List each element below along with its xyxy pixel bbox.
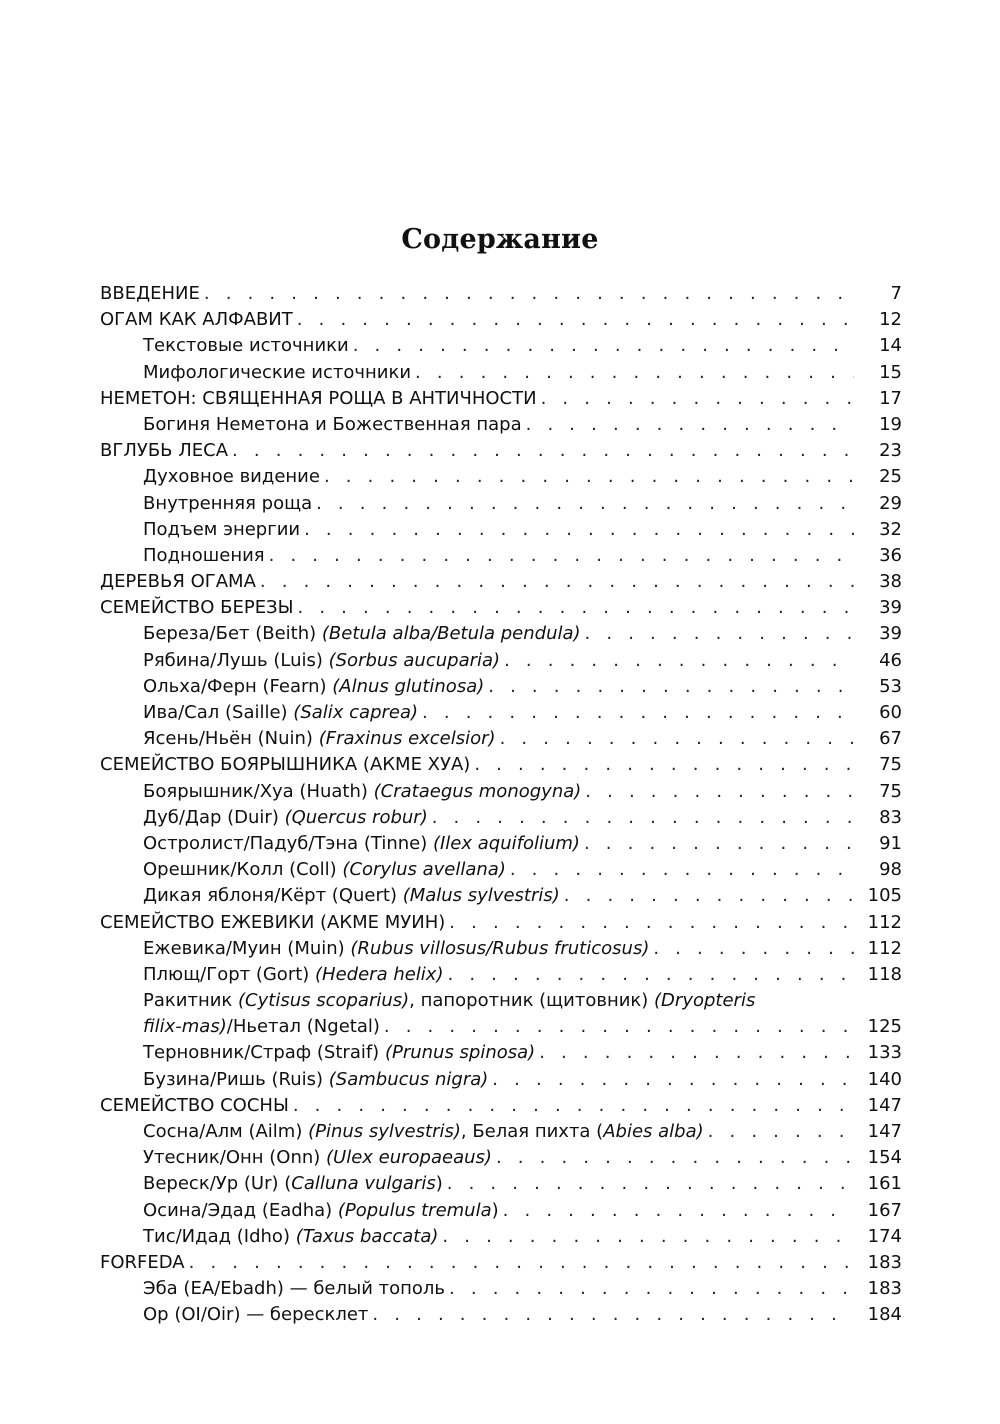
entry-text: СЕМЕЙСТВО ЕЖЕВИКИ (АКМЕ МУИН): [100, 911, 446, 933]
toc-section-entry: [100, 883, 902, 909]
toc-section-entry: [100, 1067, 902, 1093]
entry-text: СЕМЕЙСТВО СОСНЫ: [100, 1094, 289, 1116]
toc-section-entry: [100, 333, 902, 359]
dot-leader: [584, 831, 854, 857]
page-number: 167: [867, 1199, 902, 1221]
page-number: 38: [879, 571, 902, 593]
entry-text: ВГЛУБЬ ЛЕСА: [100, 440, 229, 462]
toc-section-entry: [100, 1145, 902, 1171]
dot-leader: [204, 281, 854, 307]
dot-leader: [384, 1014, 854, 1040]
latin-name: (Dryopteris: [654, 990, 756, 1012]
entry-text: Утесник/Онн (Onn): [143, 1147, 327, 1169]
toc-entry-title: [143, 805, 432, 831]
toc-chapter-entry: [100, 281, 902, 307]
toc-section-entry: [100, 1014, 902, 1040]
toc-entry-title: [100, 307, 297, 333]
entry-text: Боярышник/Хуа (Huath): [143, 780, 374, 802]
toc-entry-title: [143, 1119, 708, 1145]
toc-section-entry: [100, 648, 902, 674]
toc-section-entry: [100, 464, 902, 490]
toc-entry-title: [143, 543, 269, 569]
page-number: 147: [867, 1094, 902, 1116]
entry-text: Терновник/Страф (Straif): [143, 1042, 385, 1064]
toc-entry-title: [143, 491, 316, 517]
latin-name: (Prunus spinosa): [384, 1042, 536, 1064]
toc-section-entry: [100, 962, 902, 988]
page-number: 23: [879, 440, 902, 462]
entry-text: Осина/Эдад (Eadha): [143, 1199, 338, 1221]
latin-name: (Rubus villosus/Rubus fruticosus): [350, 937, 650, 959]
page-number: 53: [879, 675, 902, 697]
page-number: 67: [879, 728, 902, 750]
entry-text: Дуб/Дар (Duir): [143, 806, 285, 828]
entry-text: Рябина/Лушь (Luis): [143, 649, 329, 671]
page-number: 19: [879, 413, 902, 435]
page-number: 7: [890, 283, 902, 304]
page-number: 174: [867, 1225, 902, 1247]
toc-entry-title: [143, 988, 755, 1014]
toc-entry-title: [100, 569, 260, 595]
dot-leader: [432, 805, 854, 831]
dot-leader: [293, 1093, 854, 1119]
page-number: 75: [879, 754, 902, 776]
page-number: 105: [867, 885, 902, 907]
entry-text: Ежевика/Муин (Muin): [143, 937, 351, 959]
latin-name: (Taxus baccata): [295, 1225, 439, 1247]
page-number: 12: [879, 309, 902, 331]
toc-chapter-entry: [100, 1250, 902, 1276]
page-number: 183: [867, 1251, 902, 1273]
entry-text: ОГАМ КАК АЛФАВИТ: [100, 309, 293, 331]
latin-name: (Salix caprea): [293, 702, 419, 723]
toc-entry-title: [100, 910, 449, 936]
dot-leader: [447, 1171, 854, 1197]
dot-leader: [415, 360, 854, 386]
latin-name: (Sambucus nigra): [328, 1068, 489, 1090]
toc-section-entry: [100, 412, 902, 438]
entry-text: Эба (EA/Ebadh) — белый тополь: [143, 1278, 446, 1300]
toc-entry-title: [143, 779, 585, 805]
toc-section-entry: [100, 779, 902, 805]
entry-text: ВВЕДЕНИЕ: [100, 283, 200, 304]
dot-leader: [492, 1067, 854, 1093]
toc-chapter-entry: [100, 752, 902, 778]
entry-text: Подношения: [143, 544, 265, 566]
latin-name: (Hedera helix): [315, 963, 444, 985]
latin-name: (Betula alba/Betula pendula): [321, 623, 581, 645]
toc-section-entry: [100, 543, 902, 569]
toc-section-entry: [100, 1276, 902, 1302]
toc-section-entry: [100, 360, 902, 386]
toc-entry-title: [143, 1276, 449, 1302]
toc-entry-title: [100, 752, 474, 778]
entry-text: Ольха/Ферн (Fearn): [143, 675, 333, 697]
toc-section-entry: [100, 517, 902, 543]
page-number: 14: [879, 335, 902, 357]
entry-text: , Белая пихта (: [460, 1121, 604, 1142]
toc-entry-title: [143, 412, 526, 438]
latin-name: (Corylus avellana): [342, 859, 506, 881]
dot-leader: [449, 1276, 854, 1302]
toc-entry-title: [143, 621, 585, 647]
dot-leader: [539, 1040, 854, 1066]
entry-text: Богиня Неметона и Божественная пара: [143, 413, 522, 435]
toc-entry-title: [143, 1145, 496, 1171]
page-number: 112: [867, 937, 902, 959]
toc-section-entry: [100, 857, 902, 883]
toc-entry-title: [143, 333, 353, 359]
dot-leader: [189, 1250, 854, 1276]
toc-entry-title: [143, 1302, 372, 1328]
toc-entry-title: [143, 936, 653, 962]
toc-chapter-entry: [100, 910, 902, 936]
entry-text: Ор (OI/Oir) — бересклет: [143, 1304, 369, 1326]
page-number: 46: [879, 649, 902, 671]
dot-leader: [260, 569, 854, 595]
page-number: 15: [879, 361, 902, 383]
toc-section-entry: [100, 936, 902, 962]
entry-text: Плющ/Горт (Gort): [143, 963, 316, 985]
entry-text: ДЕРЕВЬЯ ОГАМА: [100, 571, 256, 593]
page-number: 75: [879, 780, 902, 802]
dot-leader: [526, 412, 854, 438]
dot-leader: [564, 883, 854, 909]
dot-leader: [510, 857, 854, 883]
latin-name: (Alnus glutinosa): [332, 675, 485, 697]
toc-section-entry: [100, 988, 902, 1014]
latin-name: (Sorbus aucuparia): [328, 649, 501, 671]
toc-entry-title: [143, 962, 447, 988]
table-of-contents: [100, 281, 902, 1329]
latin-name: (Cytisus scoparius): [238, 990, 410, 1012]
toc-section-entry: [100, 831, 902, 857]
entry-text: НЕМЕТОН: СВЯЩЕННАЯ РОЩА В АНТИЧНОСТИ: [100, 387, 537, 409]
page-number: 140: [867, 1068, 902, 1090]
entry-text: /Ньетал (Ngetal): [226, 1016, 380, 1038]
dot-leader: [297, 307, 854, 333]
toc-entry-title: [143, 1224, 442, 1250]
page-number: 147: [867, 1121, 902, 1142]
page-number: 154: [867, 1147, 902, 1169]
entry-text: СЕМЕЙСТВО БОЯРЫШНИКА (АКМЕ ХУА): [100, 754, 471, 776]
toc-chapter-entry: [100, 1093, 902, 1119]
dot-leader: [269, 543, 854, 569]
toc-entry-title: [143, 1171, 447, 1197]
dot-leader: [297, 595, 854, 621]
page-number: 183: [867, 1278, 902, 1300]
toc-entry-title: [143, 857, 510, 883]
toc-entry-title: [143, 1040, 539, 1066]
toc-entry-title: [143, 360, 415, 386]
page-number: 133: [867, 1042, 902, 1064]
toc-entry-title: [143, 700, 422, 726]
toc-entry-title: [143, 464, 324, 490]
page-number: 32: [879, 518, 902, 540]
toc-section-entry: [100, 1119, 902, 1145]
toc-section-entry: [100, 1171, 902, 1197]
page-number: 91: [879, 832, 902, 854]
dot-leader: [304, 517, 854, 543]
toc-entry-title: [100, 386, 541, 412]
toc-section-entry: [100, 1040, 902, 1066]
toc-chapter-entry: [100, 438, 902, 464]
dot-leader: [708, 1119, 854, 1145]
entry-text: Внутренняя роща: [143, 492, 313, 514]
entry-text: , папоротник (щитовник): [409, 990, 655, 1012]
dot-leader: [488, 674, 854, 700]
dot-leader: [442, 1224, 854, 1250]
dot-leader: [447, 962, 854, 988]
toc-section-entry: [100, 1198, 902, 1224]
dot-leader: [503, 1198, 854, 1224]
latin-name: Calluna vulgaris: [291, 1173, 436, 1195]
page-number: 161: [867, 1173, 902, 1195]
page-number: 39: [879, 623, 902, 645]
dot-leader: [422, 700, 854, 726]
toc-entry-title: [100, 281, 204, 307]
dot-leader: [541, 386, 854, 412]
dot-leader: [316, 491, 854, 517]
latin-name: (Pinus sylvestris): [308, 1121, 461, 1142]
dot-leader: [474, 752, 854, 778]
entry-text: Духовное видение: [143, 466, 320, 488]
dot-leader: [585, 621, 854, 647]
latin-name: (Populus tremula: [337, 1199, 492, 1221]
toc-section-entry: [100, 700, 902, 726]
page-number: 36: [879, 544, 902, 566]
latin-name: (Crataegus monogyna): [373, 780, 582, 802]
entry-text: Тис/Идад (Idho): [143, 1225, 296, 1247]
page-number: 39: [879, 597, 902, 619]
entry-text: Ракитник: [143, 990, 239, 1012]
entry-text: Орешник/Колл (Coll): [143, 859, 343, 881]
entry-text: Бузина/Ришь (Ruis): [143, 1068, 329, 1090]
entry-text: Мифологические источники: [143, 361, 412, 383]
toc-section-entry: [100, 726, 902, 752]
entry-text: ): [491, 1199, 499, 1221]
latin-name: (Ilex aquifolium): [432, 832, 580, 854]
page-number: 83: [879, 806, 902, 828]
toc-entry-title: [143, 831, 584, 857]
page-number: 98: [879, 859, 902, 881]
entry-text: СЕМЕЙСТВО БЕРЕЗЫ: [100, 597, 294, 619]
entry-text: Ясень/Ньён (Nuin): [143, 728, 319, 750]
entry-text: FORFEDA: [100, 1251, 185, 1273]
entry-text: ): [435, 1173, 443, 1195]
toc-entry-title: [143, 648, 504, 674]
dot-leader: [653, 936, 854, 962]
toc-chapter-entry: [100, 595, 902, 621]
toc-chapter-entry: [100, 307, 902, 333]
latin-name: (Quercus robur): [284, 806, 428, 828]
page-title: Содержание: [401, 224, 599, 256]
toc-section-entry: [100, 491, 902, 517]
dot-leader: [449, 910, 854, 936]
toc-entry-title: [143, 1198, 503, 1224]
dot-leader: [372, 1302, 854, 1328]
dot-leader: [353, 333, 854, 359]
entry-text: Текстовые источники: [143, 335, 349, 357]
toc-entry-title: [143, 1014, 384, 1040]
dot-leader: [232, 438, 854, 464]
entry-text: Береза/Бет (Beith): [143, 623, 322, 645]
dot-leader: [324, 464, 854, 490]
toc-section-entry: [100, 1224, 902, 1250]
toc-chapter-entry: [100, 386, 902, 412]
toc-entry-title: [100, 595, 297, 621]
toc-entry-title: [143, 1067, 492, 1093]
toc-entry-title: [143, 517, 304, 543]
toc-entry-title: [143, 883, 564, 909]
latin-name: (Ulex europaeaus): [326, 1147, 492, 1169]
dot-leader: [585, 779, 854, 805]
entry-text: Сосна/Алм (Ailm): [143, 1121, 309, 1142]
latin-name: (Malus sylvestris): [402, 885, 560, 907]
toc-section-entry: [100, 674, 902, 700]
toc-section-entry: [100, 621, 902, 647]
page-number: 60: [879, 702, 902, 723]
page-number: 29: [879, 492, 902, 514]
entry-text: Дикая яблоня/Кёрт (Quert): [143, 885, 403, 907]
toc-entry-title: [143, 726, 500, 752]
page-number: 112: [867, 911, 902, 933]
toc-entry-title: [100, 438, 232, 464]
latin-name: filix-mas): [143, 1016, 227, 1038]
dot-leader: [500, 726, 854, 752]
entry-text: Подъем энергии: [143, 518, 301, 540]
toc-entry-title: [100, 1093, 293, 1119]
page-number: 25: [879, 466, 902, 488]
page-number: 184: [867, 1304, 902, 1326]
toc-section-entry: [100, 805, 902, 831]
toc-section-entry: [100, 1302, 902, 1328]
entry-text: Ива/Сал (Saille): [143, 702, 294, 723]
dot-leader: [496, 1145, 854, 1171]
page-number: 125: [867, 1016, 902, 1038]
page-number: 118: [867, 963, 902, 985]
toc-entry-title: [143, 674, 488, 700]
page-number: 17: [879, 387, 902, 409]
latin-name: Abies alba): [603, 1121, 704, 1142]
dot-leader: [504, 648, 854, 674]
latin-name: (Fraxinus excelsior): [318, 728, 496, 750]
entry-text: Вереск/Ур (Ur) (: [143, 1173, 292, 1195]
toc-entry-title: [100, 1250, 189, 1276]
entry-text: Остролист/Падуб/Тэна (Tinne): [143, 832, 433, 854]
toc-chapter-entry: [100, 569, 902, 595]
